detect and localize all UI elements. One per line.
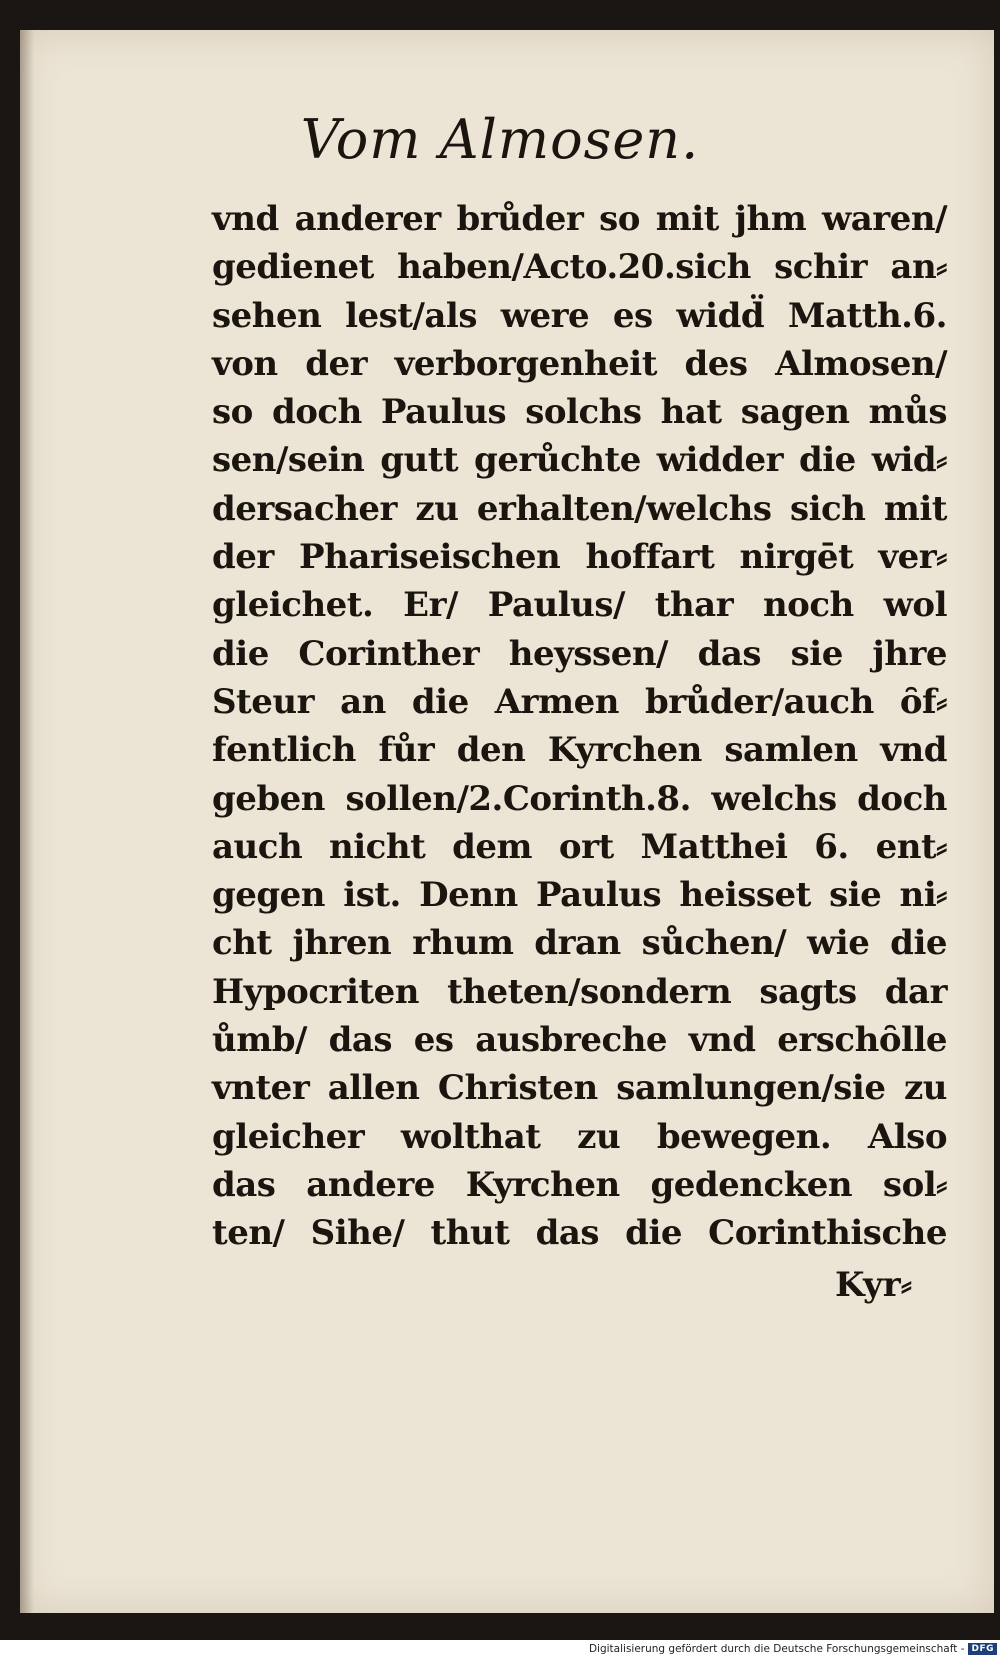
text-line: gleicher wolthat zu bewegen. Also: [212, 1116, 947, 1157]
text-line: gedienet haben/Acto.20.sich schir an⸗: [212, 247, 947, 288]
text-line: so doch Paulus solchs hat sagen můs: [212, 392, 947, 433]
text-line: geben sollen/2.Corinth.8. welchs doch: [212, 778, 947, 819]
text-line: vnter allen Christen samlungen/sie zu: [212, 1068, 947, 1109]
text-line: gegen ist. Denn Paulus heisset sie ni⸗: [212, 875, 947, 916]
text-line: dersacher zu erhalten/welchs sich mit: [212, 488, 947, 529]
text-line: der Phariseischen hoffart nirgēt ver⸗: [212, 537, 947, 578]
text-line: ten/ Sihe/ thut das die Corinthische: [212, 1213, 947, 1254]
text-line: gleichet. Er/ Paulus/ thar noch wol: [212, 585, 947, 626]
credit-text: Digitalisierung gefördert durch die Deutsche Forschungsgemeinschaft -: [588, 1642, 965, 1655]
text-line: auch nicht dem ort Matthei 6. ent⸗: [212, 826, 947, 867]
digitization-credit: [589, 1641, 997, 1656]
page-gutter-shadow: [20, 30, 34, 1613]
text-line: die Corinther heyssen/ das sie jhre: [212, 633, 947, 674]
dfg-logo-icon: DFG: [968, 1643, 997, 1655]
text-line: fentlich fůr den Kyrchen samlen vnd: [212, 730, 947, 771]
text-line: von der verborgenheit des Almosen/: [212, 343, 947, 384]
text-line: sen/sein gutt gerůchte widder die wid⸗: [212, 440, 947, 481]
text-line: sehen lest/als were es widd̈ Matth.6.: [212, 295, 947, 336]
text-line: cht jhren rhum dran sůchen/ wie die: [212, 923, 947, 964]
text-block: [212, 195, 947, 1258]
text-line: Hypocriten theten/sondern sagts dar: [212, 971, 947, 1012]
text-line: vnd anderer brůder so mit jhm waren/: [212, 199, 947, 239]
running-head: Vom Almosen.: [300, 108, 700, 171]
text-line: das andere Kyrchen gedencken sol⸗: [212, 1164, 947, 1205]
text-line: ůmb/ das es ausbreche vnd erschȏlle: [212, 1020, 947, 1061]
catchword: Kyr⸗: [835, 1265, 913, 1305]
text-line: Steur an die Armen brůder/auch ȏf⸗: [212, 681, 947, 722]
